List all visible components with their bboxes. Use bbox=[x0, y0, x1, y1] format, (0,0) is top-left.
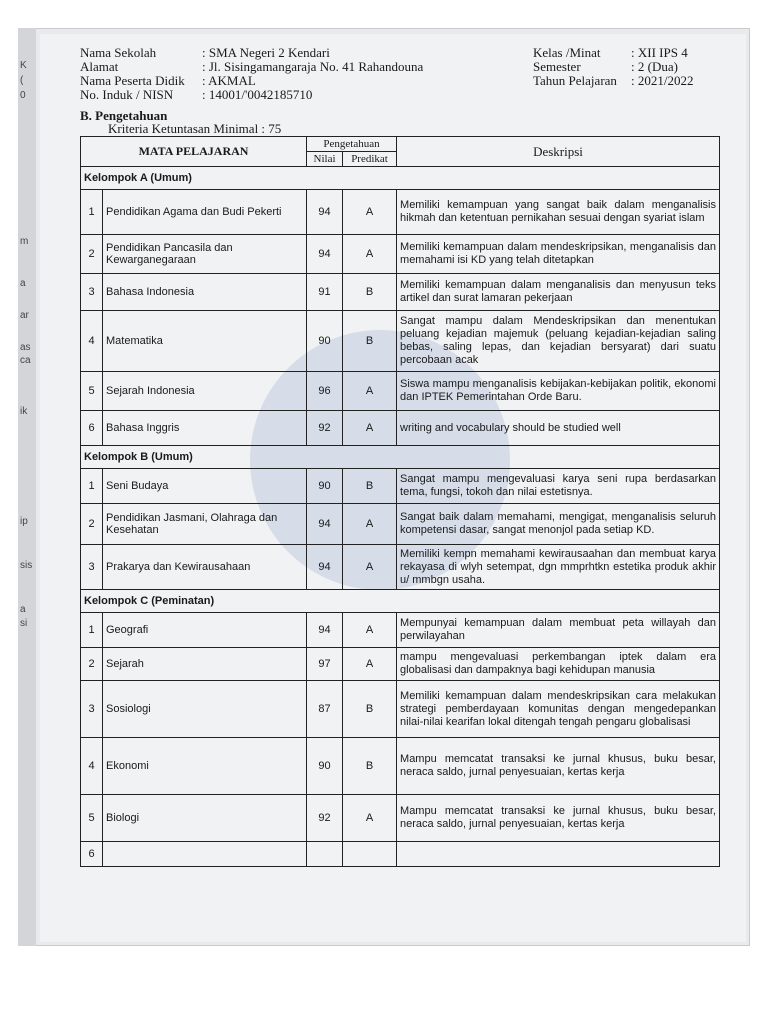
section-title: B. Pengetahuan bbox=[80, 108, 168, 123]
subject-name: Sosiologi bbox=[103, 681, 307, 738]
description-text: Sangat baik dalam memahami, mengigat, menganalisis seluruh kompetensi dasar, sangat menonjol pada setiap KD. bbox=[397, 504, 720, 545]
predicate-value: B bbox=[343, 311, 397, 372]
year-row bbox=[533, 74, 693, 88]
subject-name: Pendidikan Jasmani, Olahraga dan Kesehatan bbox=[103, 504, 307, 545]
school-label: Nama Sekolah bbox=[80, 45, 157, 60]
school-row bbox=[80, 46, 330, 60]
student-label: Nama Peserta Didik bbox=[80, 73, 185, 88]
description-text: Memiliki kemampuan yang sangat baik dalam menganalisis hikmah dan ketentuan pernikahan sesuai dengan syariat islam bbox=[397, 190, 720, 235]
year-value: : 2021/2022 bbox=[631, 73, 694, 88]
year-label: Tahun Pelajaran bbox=[533, 73, 617, 88]
subject-name: Ekonomi bbox=[103, 738, 307, 795]
subject-name: Seni Budaya bbox=[103, 469, 307, 504]
description-text: Sangat mampu mengevaluasi karya seni rupa berdasarkan tema, fungsi, tokoh dan nilai estetisnya. bbox=[397, 469, 720, 504]
subject-row bbox=[81, 235, 720, 274]
score-value: 96 bbox=[307, 372, 343, 411]
row-number: 6 bbox=[81, 411, 103, 446]
margin-fragment: ( bbox=[20, 75, 24, 86]
predicate-value: B bbox=[343, 681, 397, 738]
semester-value: : 2 (Dua) bbox=[631, 59, 678, 74]
semester-label: Semester bbox=[533, 59, 581, 74]
subject-name: Bahasa Inggris bbox=[103, 411, 307, 446]
score-value: 92 bbox=[307, 795, 343, 842]
predicate-value: B bbox=[343, 738, 397, 795]
score-value: 94 bbox=[307, 504, 343, 545]
description-text bbox=[397, 842, 720, 867]
description-header: Deskripsi bbox=[397, 137, 720, 167]
row-number: 3 bbox=[81, 274, 103, 311]
previous-page-edge bbox=[18, 28, 36, 946]
predicate-value: A bbox=[343, 504, 397, 545]
address-value: : Jl. Sisingamangaraja No. 41 Rahandouna bbox=[202, 59, 424, 74]
predicate-value: A bbox=[343, 235, 397, 274]
predicate-value: A bbox=[343, 545, 397, 590]
subject-row bbox=[81, 648, 720, 681]
row-number: 1 bbox=[81, 469, 103, 504]
score-value: 94 bbox=[307, 190, 343, 235]
group-header-row bbox=[81, 446, 720, 469]
score-value: 94 bbox=[307, 613, 343, 648]
subject-header: MATA PELAJARAN bbox=[81, 137, 307, 167]
description-text: Memiliki kemampuan dalam menganalisis dan menyusun teks artikel dan surat lamaran pekerjaan bbox=[397, 274, 720, 311]
student-value: : AKMAL bbox=[202, 73, 256, 88]
predicate-value: A bbox=[343, 613, 397, 648]
subject-name: Pendidikan Agama dan Budi Pekerti bbox=[103, 190, 307, 235]
description-text: Memiliki kemampuan dalam mendeskripsikan cara melakukan strategi pemberdayaan komunitas dengan mengedepankan nilai-nilai kearifan lokal ditengah tengah pengaru globalisasi bbox=[397, 681, 720, 738]
kkm-text: Kriteria Ketuntasan Minimal : 75 bbox=[108, 121, 282, 136]
class-label: Kelas /Minat bbox=[533, 45, 601, 60]
margin-fragment: ik bbox=[20, 406, 28, 417]
class-value: : XII IPS 4 bbox=[631, 45, 688, 60]
row-number: 1 bbox=[81, 613, 103, 648]
score-value: 90 bbox=[307, 311, 343, 372]
margin-fragment: ar bbox=[20, 310, 29, 321]
margin-fragment: 0 bbox=[20, 90, 26, 101]
subject-name bbox=[103, 842, 307, 867]
predicate-value: B bbox=[343, 469, 397, 504]
group-header-row bbox=[81, 590, 720, 613]
row-number: 3 bbox=[81, 545, 103, 590]
row-number: 4 bbox=[81, 311, 103, 372]
description-text: mampu mengevaluasi perkembangan iptek dalam era globalisasi dan dampaknya bagi kehidupan manusia bbox=[397, 648, 720, 681]
id-label: No. Induk / NISN bbox=[80, 87, 174, 102]
group-name: Kelompok C (Peminatan) bbox=[81, 590, 720, 613]
school-value: : SMA Negeri 2 Kendari bbox=[202, 45, 330, 60]
margin-fragment: a bbox=[20, 278, 26, 289]
predicate-value: A bbox=[343, 372, 397, 411]
subject-row bbox=[81, 311, 720, 372]
row-number: 6 bbox=[81, 842, 103, 867]
predicate-value: A bbox=[343, 190, 397, 235]
description-text: Siswa mampu menganalisis kebijakan-kebijakan politik, ekonomi dan IPTEK Pemerintahan Orde Baru. bbox=[397, 372, 720, 411]
margin-fragment: as bbox=[20, 342, 31, 353]
row-number: 3 bbox=[81, 681, 103, 738]
score-value: 97 bbox=[307, 648, 343, 681]
row-number: 2 bbox=[81, 504, 103, 545]
description-text: Memiliki kempn memahami kewirausaahan dan membuat karya rekayasa di wlyh setempat, dgn mmprhtkn estetika produk akhir u/ mmbgn usaha. bbox=[397, 545, 720, 590]
subject-name: Sejarah Indonesia bbox=[103, 372, 307, 411]
subject-row bbox=[81, 613, 720, 648]
subject-row bbox=[81, 842, 720, 867]
subject-row bbox=[81, 274, 720, 311]
group-name: Kelompok A (Umum) bbox=[81, 167, 720, 190]
group-name: Kelompok B (Umum) bbox=[81, 446, 720, 469]
score-value: 90 bbox=[307, 738, 343, 795]
subject-name: Bahasa Indonesia bbox=[103, 274, 307, 311]
subject-name: Prakarya dan Kewirausahaan bbox=[103, 545, 307, 590]
margin-fragment: m bbox=[20, 236, 29, 247]
subject-row bbox=[81, 738, 720, 795]
group-header-row bbox=[81, 167, 720, 190]
knowledge-header: Pengetahuan bbox=[307, 137, 397, 152]
subject-row bbox=[81, 469, 720, 504]
margin-fragment: ca bbox=[20, 355, 31, 366]
row-number: 4 bbox=[81, 738, 103, 795]
margin-fragment: ip bbox=[20, 516, 28, 527]
score-value: 90 bbox=[307, 469, 343, 504]
grades-body bbox=[81, 167, 720, 867]
subject-name: Matematika bbox=[103, 311, 307, 372]
id-row bbox=[80, 88, 312, 102]
student-row bbox=[80, 74, 256, 88]
row-number: 1 bbox=[81, 190, 103, 235]
description-text: writing and vocabulary should be studied well bbox=[397, 411, 720, 446]
subject-name: Geografi bbox=[103, 613, 307, 648]
margin-fragment: K bbox=[20, 60, 27, 71]
subject-row bbox=[81, 545, 720, 590]
subject-row bbox=[81, 190, 720, 235]
semester-row bbox=[533, 60, 678, 74]
subject-name: Pendidikan Pancasila dan Kewarganegaraan bbox=[103, 235, 307, 274]
description-text: Mampu memcatat transaksi ke jurnal khusus, buku besar, neraca saldo, jurnal penyesuaian, kertas kerja bbox=[397, 795, 720, 842]
subject-row bbox=[81, 681, 720, 738]
grades-table bbox=[80, 136, 720, 867]
predicate-value: A bbox=[343, 795, 397, 842]
class-row bbox=[533, 46, 688, 60]
subject-name: Biologi bbox=[103, 795, 307, 842]
margin-fragment: si bbox=[20, 618, 28, 629]
subject-name: Sejarah bbox=[103, 648, 307, 681]
subject-row bbox=[81, 411, 720, 446]
margin-fragment: sis bbox=[20, 560, 33, 571]
score-value: 87 bbox=[307, 681, 343, 738]
predicate-value: B bbox=[343, 274, 397, 311]
subject-row bbox=[81, 504, 720, 545]
description-text: Sangat mampu dalam Mendeskripsikan dan menentukan peluang kejadian majemuk (peluang kejadian-kejadian saling bebas, saling lepas, dan kejadian bersyarat) dari suatu percobaan acak bbox=[397, 311, 720, 372]
description-text: Memiliki kemampuan dalam mendeskripsikan, menganalisis dan memahami isi KD yang telah ditetapkan bbox=[397, 235, 720, 274]
predicate-header: Predikat bbox=[343, 152, 397, 167]
description-text: Mempunyai kemampuan dalam membuat peta willayah dan perwilayahan bbox=[397, 613, 720, 648]
score-value bbox=[307, 842, 343, 867]
row-number: 5 bbox=[81, 795, 103, 842]
score-value: 91 bbox=[307, 274, 343, 311]
address-label: Alamat bbox=[80, 59, 119, 74]
score-value: 94 bbox=[307, 545, 343, 590]
row-number: 5 bbox=[81, 372, 103, 411]
description-text: Mampu memcatat transaksi ke jurnal khusus, buku besar, neraca saldo, jurnal penyesuaian, kertas kerja bbox=[397, 738, 720, 795]
predicate-value: A bbox=[343, 411, 397, 446]
row-number: 2 bbox=[81, 235, 103, 274]
margin-fragment: a bbox=[20, 604, 26, 615]
subject-row bbox=[81, 795, 720, 842]
id-value: : 14001/'0042185710 bbox=[202, 87, 313, 102]
score-value: 94 bbox=[307, 235, 343, 274]
subject-row bbox=[81, 372, 720, 411]
predicate-value bbox=[343, 842, 397, 867]
score-header: Nilai bbox=[307, 152, 343, 167]
row-number: 2 bbox=[81, 648, 103, 681]
address-row bbox=[80, 60, 423, 74]
score-value: 92 bbox=[307, 411, 343, 446]
predicate-value: A bbox=[343, 648, 397, 681]
